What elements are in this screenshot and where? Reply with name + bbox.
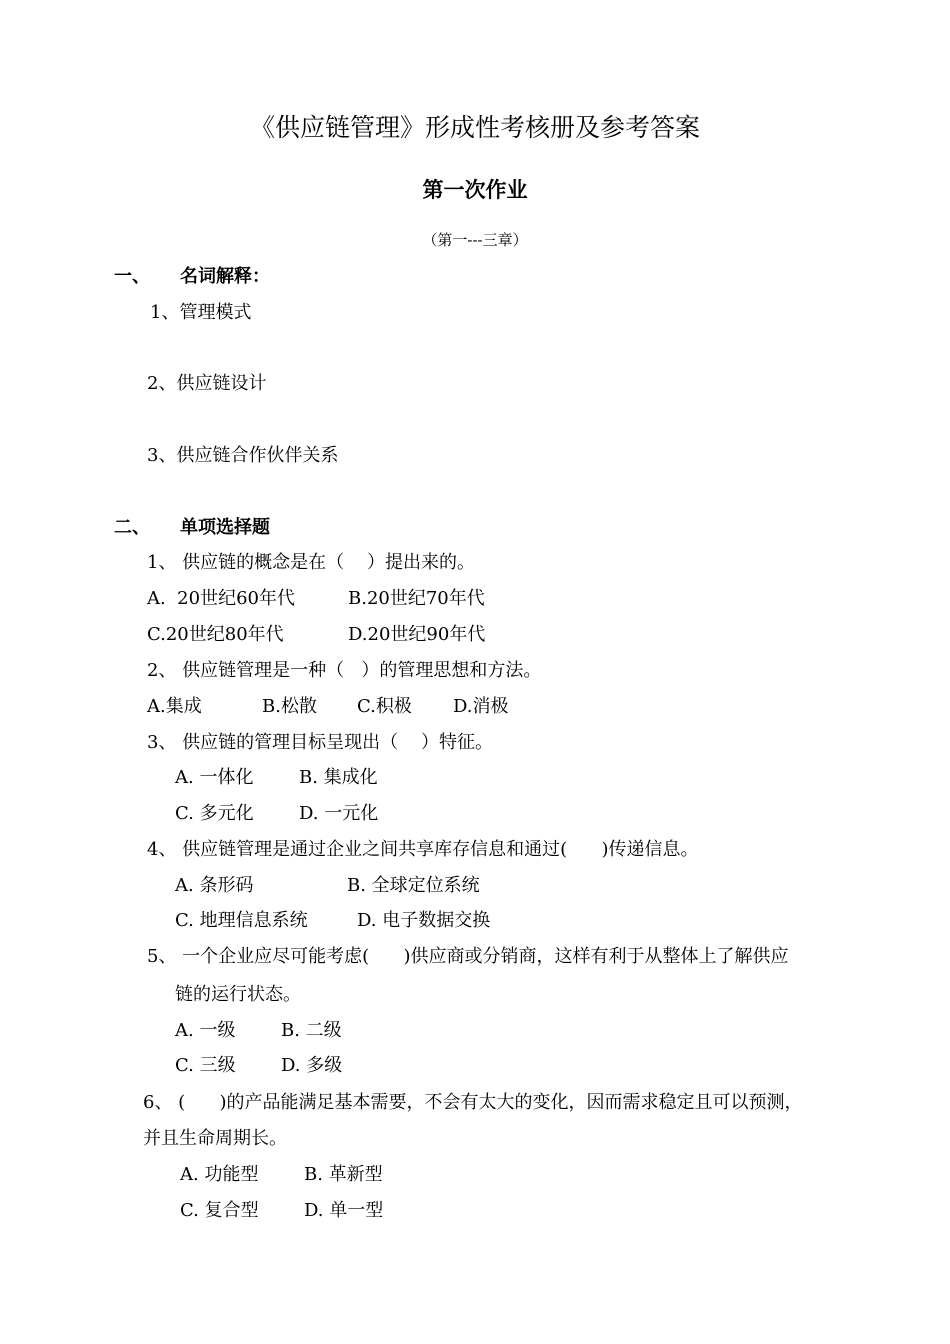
option-d: D. 单一型 [304, 1200, 384, 1221]
option-c: C. 复合型 [180, 1200, 259, 1221]
option-a: A. 一体化 [175, 767, 254, 788]
chapter-range: （第一---三章） [422, 231, 528, 249]
option-b: B.20世纪70年代 [348, 588, 485, 609]
section-number: 一、 [114, 266, 150, 287]
option-a: A. 条形码 [175, 875, 254, 896]
option-b: B. 集成化 [299, 767, 378, 788]
option-d: D.消极 [453, 696, 509, 717]
option-c: C. 三级 [175, 1055, 236, 1076]
option-d: D.20世纪90年代 [348, 624, 486, 645]
term-item: 1、管理模式 [150, 302, 252, 323]
term-item: 3、供应链合作伙伴关系 [147, 445, 339, 466]
option-c: C.20世纪80年代 [147, 624, 284, 645]
option-b: B. 全球定位系统 [347, 875, 480, 896]
option-a: A. 功能型 [180, 1164, 259, 1185]
question-stem: 6、 ( )的产品能满足基本需要，不会有太大的变化，因而需求稳定且可以预测， [143, 1092, 803, 1113]
question-stem-continued: 并且生命周期长。 [143, 1128, 287, 1149]
option-d: D. 多级 [281, 1055, 343, 1076]
option-a: A. 一级 [175, 1020, 236, 1041]
option-b: B. 二级 [281, 1020, 342, 1041]
option-c: C. 多元化 [175, 803, 254, 824]
document-subtitle: 第一次作业 [422, 178, 528, 202]
option-b: B.松散 [262, 696, 317, 717]
option-c: C. 地理信息系统 [175, 910, 308, 931]
option-c: C.积极 [357, 696, 412, 717]
option-a: A.集成 [147, 696, 202, 717]
document-title: 《供应链管理》形成性考核册及参考答案 [249, 113, 700, 142]
option-b: B. 革新型 [304, 1164, 383, 1185]
question-stem: 4、 供应链管理是通过企业之间共享库存信息和通过( )传递信息。 [147, 839, 699, 860]
option-a: A. 20世纪60年代 [147, 588, 295, 609]
section-title: 名词解释： [180, 266, 270, 287]
question-stem: 1、 供应链的概念是在（ ）提出来的。 [147, 552, 476, 573]
question-stem: 2、 供应链管理是一种（ ）的管理思想和方法。 [147, 660, 542, 681]
term-item: 2、供应链设计 [147, 373, 267, 394]
option-d: D. 一元化 [299, 803, 379, 824]
question-stem-continued: 链的运行状态。 [175, 984, 301, 1005]
question-stem: 3、 供应链的管理目标呈现出（ ）特征。 [147, 732, 494, 753]
question-stem: 5、 一个企业应尽可能考虑( )供应商或分销商，这样有利于从整体上了解供应 [147, 946, 789, 967]
section-number: 二、 [114, 517, 150, 538]
option-d: D. 电子数据交换 [357, 910, 491, 931]
section-title: 单项选择题 [180, 517, 270, 538]
